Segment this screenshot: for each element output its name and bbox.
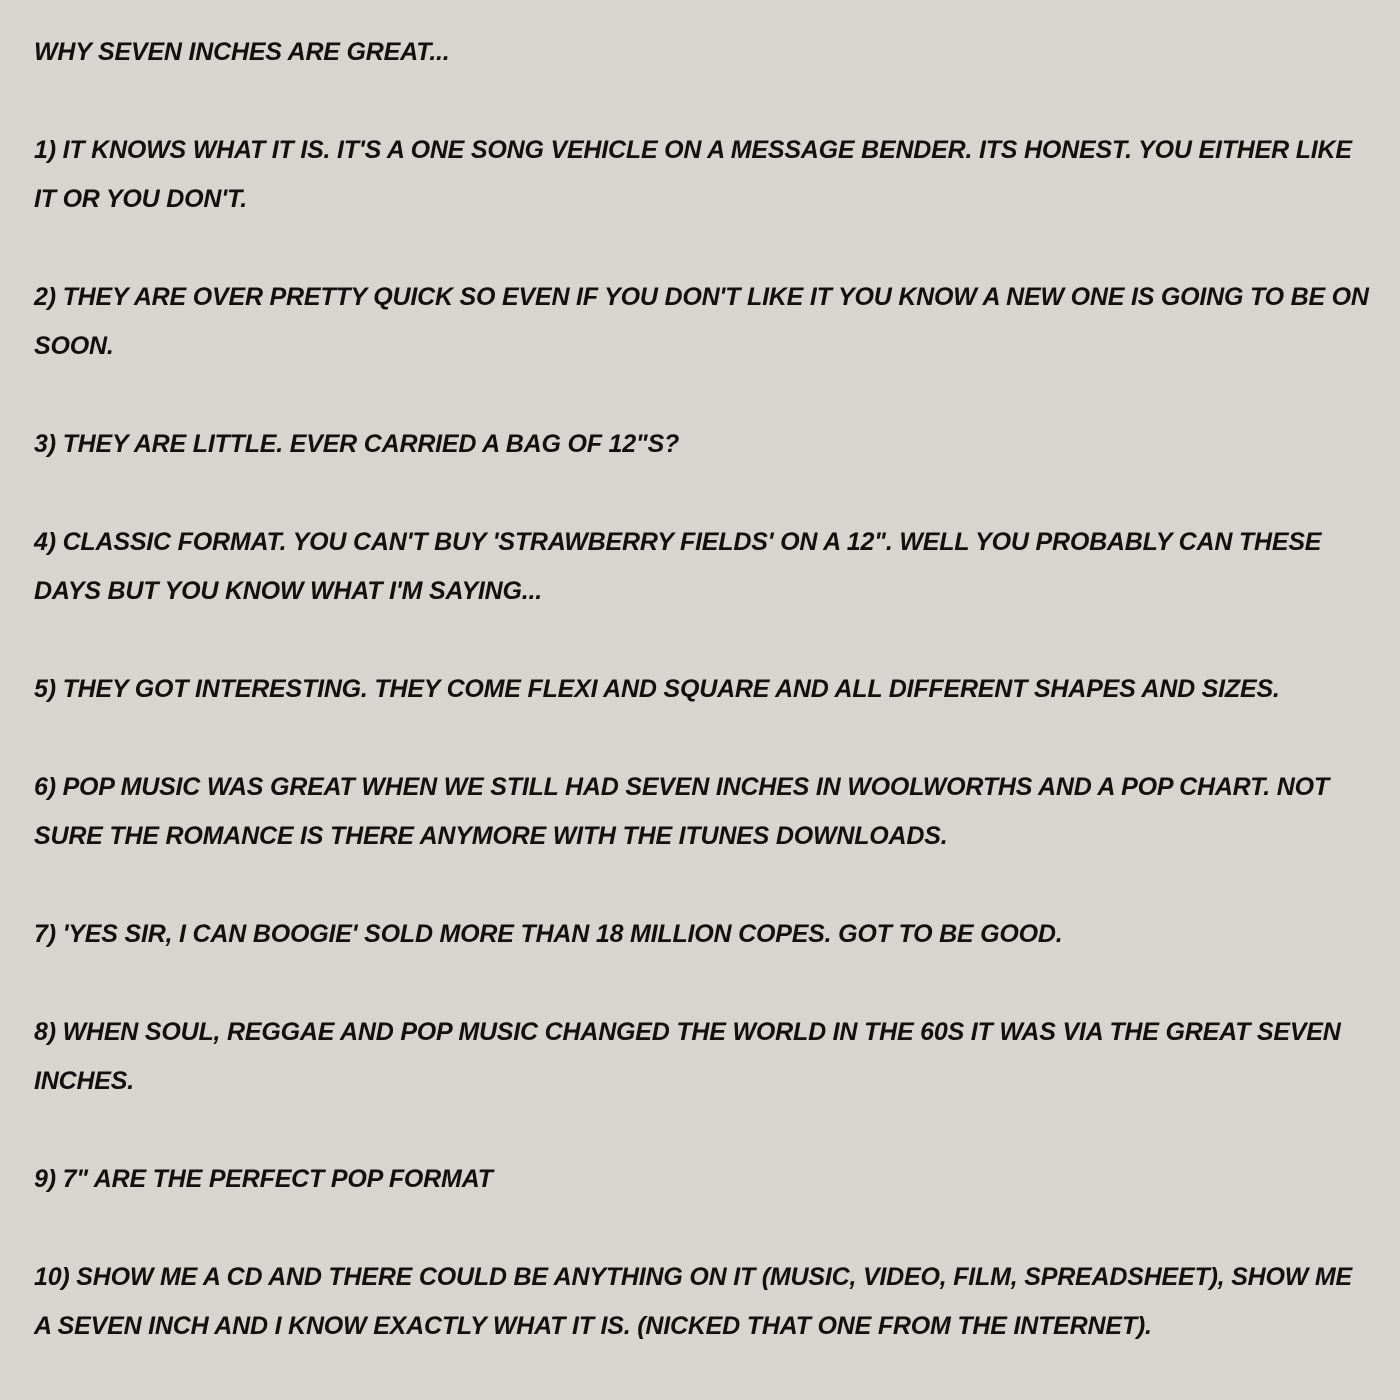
list-item: 10) SHOW ME A CD AND THERE COULD BE ANYTHING ON IT (MUSIC, VIDEO, FILM, SPREADSHEET), SHOW ME A SEVEN INCH AND I KNOW EXACTLY WHAT IT IS. (NICKED THAT ONE FROM THE INTERNET). [34,1263,1353,1340]
list-item: 1) IT KNOWS WHAT IT IS. IT'S A ONE SONG VEHICLE ON A MESSAGE BENDER. ITS HONEST. YOU EITHER LIKE IT OR YOU DON'T. [34,136,1352,213]
list-item: 5) THEY GOT INTERESTING. THEY COME FLEXI AND SQUARE AND ALL DIFFERENT SHAPES AND SIZES. [34,675,1280,703]
document-title: WHY SEVEN INCHES ARE GREAT... [34,38,450,66]
list-item: 3) THEY ARE LITTLE. EVER CARRIED A BAG OF 12"S? [34,430,680,458]
list-item: 4) CLASSIC FORMAT. YOU CAN'T BUY 'STRAWBERRY FIELDS' ON A 12". WELL YOU PROBABLY CAN THESE DAYS BUT YOU KNOW WHAT I'M SAYING... [34,528,1322,605]
document-body [34,28,1374,1351]
list-item: 9) 7" ARE THE PERFECT POP FORMAT [34,1165,493,1193]
reasons-list [34,126,1374,1351]
list-item: 8) WHEN SOUL, REGGAE AND POP MUSIC CHANGED THE WORLD IN THE 60S IT WAS VIA THE GREAT SEVEN INCHES. [34,1018,1341,1095]
list-item: 7) 'YES SIR, I CAN BOOGIE' SOLD MORE THAN 18 MILLION COPES. GOT TO BE GOOD. [34,920,1063,948]
list-item: 6) POP MUSIC WAS GREAT WHEN WE STILL HAD SEVEN INCHES IN WOOLWORTHS AND A POP CHART. NOT SURE THE ROMANCE IS THERE ANYMORE WITH THE ITUNES DOWNLOADS. [34,773,1329,850]
list-item: 2) THEY ARE OVER PRETTY QUICK SO EVEN IF YOU DON'T LIKE IT YOU KNOW A NEW ONE IS GOING TO BE ON SOON. [34,283,1369,360]
